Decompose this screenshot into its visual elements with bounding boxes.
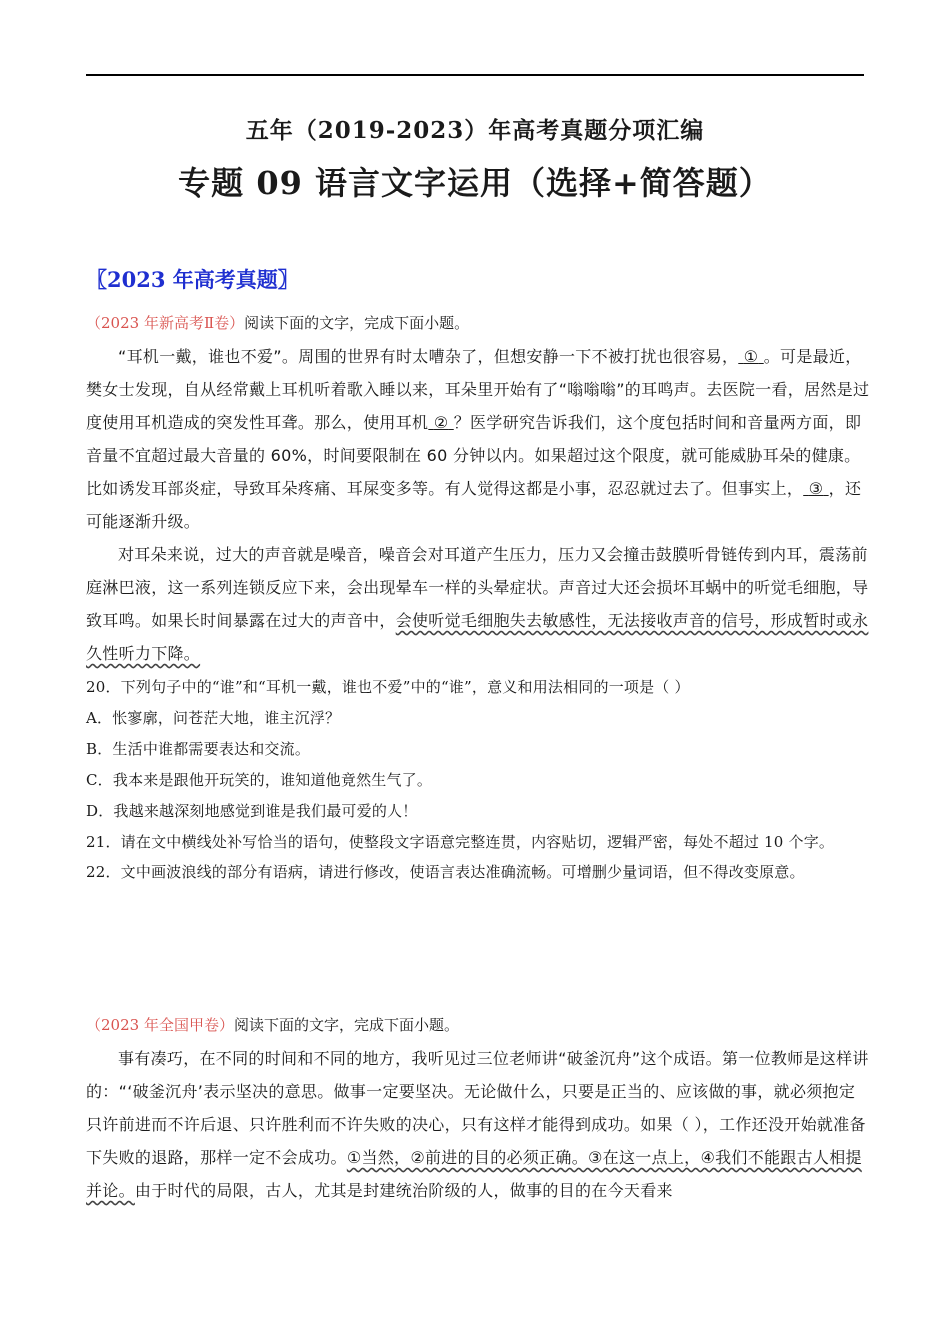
- option-a: A．怅寥廓，问苍茫大地，谁主沉浮？: [86, 709, 341, 727]
- blank-3: ③: [808, 479, 824, 498]
- passage-1-paragraph-2: [86, 538, 870, 670]
- paragraph-text: “耳机一戴，谁也不爱”。周围的世界有时太嘈杂了，但想安静一下不被打扰也很容易，: [118, 347, 739, 366]
- paragraph-text: 事有凑巧，在不同的时间和不同的地方，我听见过三位老师讲“破釜沉舟”这个成语。第一位教师是这样讲的：“‘破釜沉舟’表示坚决的意思。做事一定要坚决。无论做什么，只要是正当的、应该做的事，就必须抱定只许前进而不许后退、只许胜利而不许失败的决心，只有这样才能得到成功。如果（ ），工作还没开始就准备下失败的退路，那样一定不会成功。: [86, 1049, 869, 1167]
- question-21: 21．请在文中横线处补写恰当的语句，使整段文字语意完整连贯，内容贴切，逻辑严密，每处不超过 10 个字。: [86, 833, 835, 851]
- passage-2-paragraph-1: [86, 1042, 870, 1207]
- document-subtitle: 专题 09 语言文字运用（选择+简答题）: [178, 164, 772, 202]
- paragraph-text: 由于时代的局限，古人，尤其是封建统治阶级的人，做事的目的在今天看来: [134, 1181, 673, 1200]
- document-title: 五年（2019-2023）年高考真题分项汇编: [245, 117, 705, 144]
- paragraph-text: 。可是最近，樊女士发现，自从经常戴上耳机听着歌入睡以来，耳朵里开始有了“嗡嗡嗡”的耳鸣声。去医院一看，居然是过度使用耳机造成的突发性耳聋。那么，使用耳机: [86, 347, 870, 432]
- blank-2: ②: [433, 413, 449, 432]
- paragraph-text: ？医学研究告诉我们，这个度包括时间和音量两方面，即音量不宜超过最大音量的 60%，时间要限制在 60 分钟以内。如果超过这个限度，就可能威胁耳朵的健康。比如诱发耳部炎症，导致耳朵疼痛、耳屎变多等。有人觉得这都是小事，忍忍就过去了。但事实上，: [86, 413, 862, 498]
- passage-2-source: [86, 1014, 870, 1036]
- option-d: D．我越来越深刻地感觉到谁是我们最可爱的人！: [86, 802, 418, 820]
- instruction-text: 阅读下面的文字，完成下面小题。: [233, 1016, 459, 1034]
- paragraph-text: 对耳朵来说，过大的声音就是噪音，噪音会对耳道产生压力，压力又会撞击鼓膜听骨链传到内耳，震荡前庭淋巴液，这一系列连锁反应下来，会出现晕车一样的头晕症状。声音过大还会损坏耳蜗中的听觉毛细胞，导致耳鸣。如果长时间暴露在过大的声音中，: [86, 545, 869, 630]
- section-heading: 〖2023 年高考真题〗: [86, 267, 299, 292]
- wavy-underlined-text: 会使听觉毛细胞失去敏感性，无法接收声音的信号，形成暂时或永久性听力下降。: [86, 611, 869, 663]
- question-20: 20．下列句子中的“谁”和“耳机一戴，谁也不爱”中的“谁”，意义和用法相同的一项是（ ）: [86, 678, 690, 696]
- option-b: B．生活中谁都需要表达和交流。: [86, 740, 311, 758]
- passage-2: [86, 1014, 870, 1207]
- paragraph-text: ，还可能逐渐升级。: [86, 479, 862, 531]
- question-list: [86, 672, 870, 888]
- passage-1-paragraph-1: [86, 340, 870, 538]
- blank-1: ①: [743, 347, 759, 366]
- passage-1-source: [86, 312, 870, 334]
- option-c: C．我本来是跟他开玩笑的，谁知道他竟然生气了。: [86, 771, 433, 789]
- source-tag: （2023 年全国甲卷）: [86, 1016, 234, 1034]
- source-tag: （2023 年新高考Ⅱ卷）: [86, 314, 245, 332]
- passage-1: [86, 312, 870, 888]
- wavy-underlined-text: ①当然，②前进的目的必须正确。③在这一点上，④我们不能跟古人相提并论。: [86, 1148, 862, 1200]
- instruction-text: 阅读下面的文字，完成下面小题。: [244, 314, 470, 332]
- question-22: 22．文中画波浪线的部分有语病，请进行修改，使语言表达准确流畅。可增删少量词语，但不得改变原意。: [86, 863, 805, 881]
- header-rule: [86, 74, 864, 76]
